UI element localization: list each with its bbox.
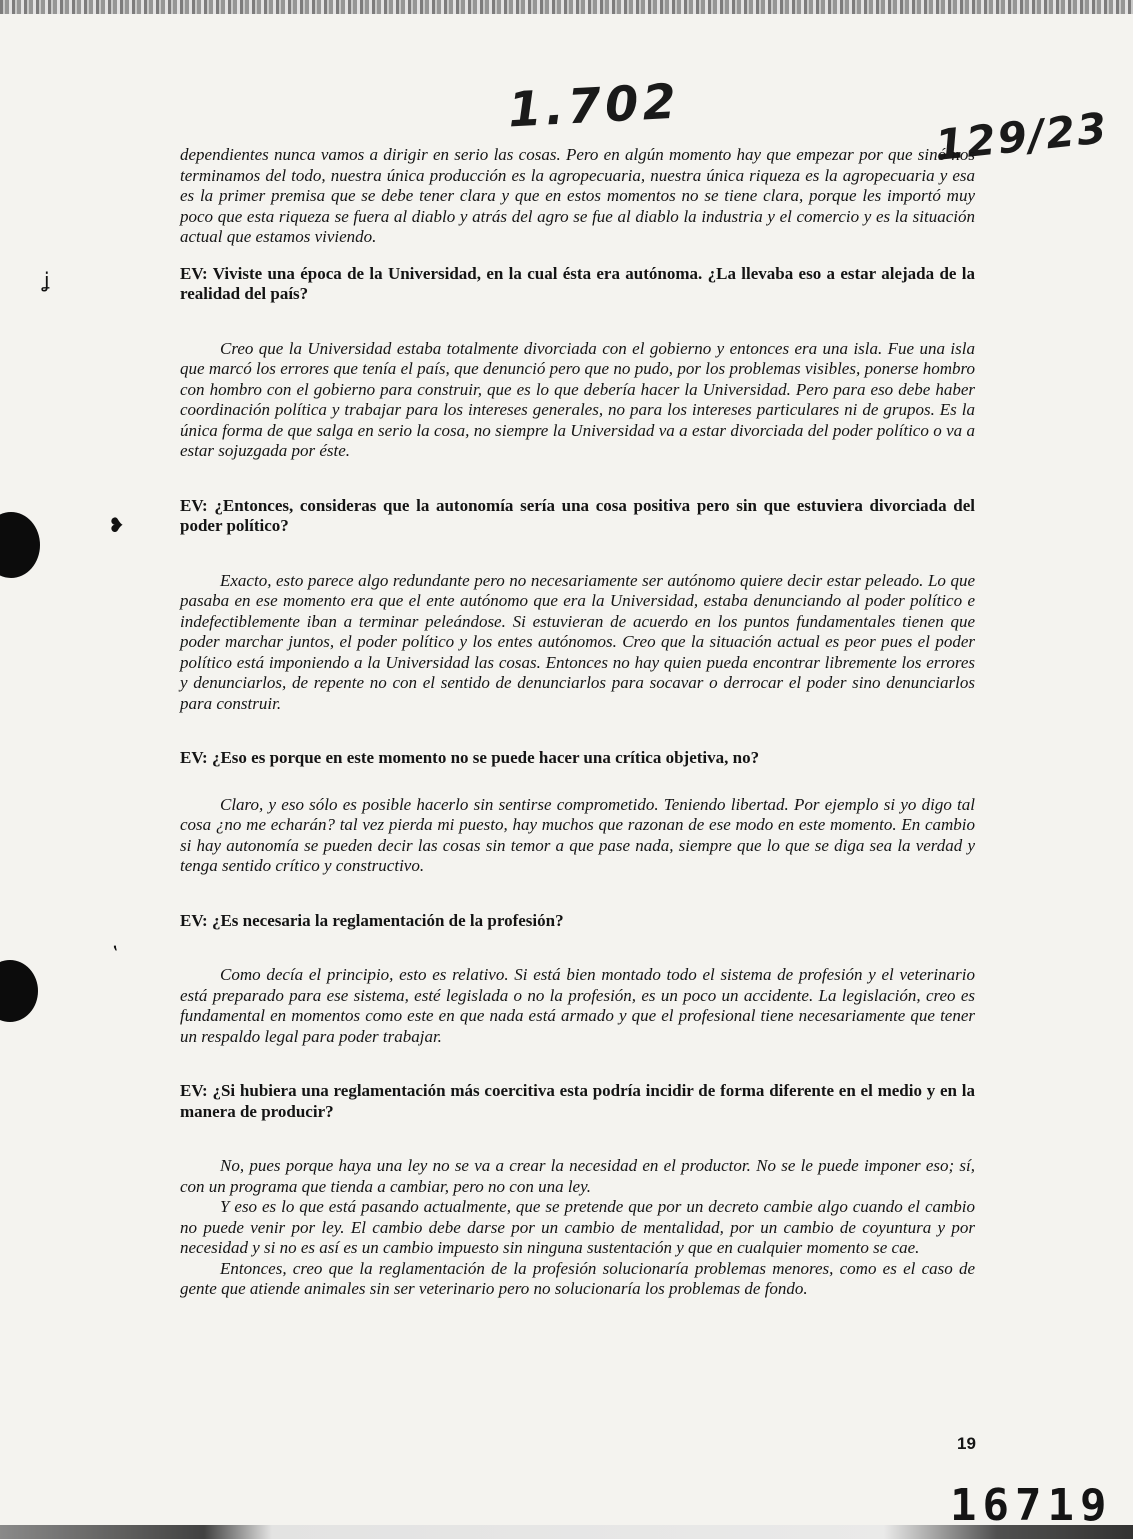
- handwritten-top-number: 1.702: [506, 73, 682, 139]
- document-stamp-number: 16719: [950, 1480, 1113, 1531]
- answer-paragraph-7: Y eso es lo que está pasando actualmente, que se pretende que por un decreto cambie algo cuando el cambio no puede venir por ley. El cambio debe darse por un cambio de mentalidad, por un cambio de coyuntura y por necesidad y si no es así es un cambio impuesto sin ninguna sustentación y que en cualquier momento se cae.: [180, 1197, 975, 1257]
- answer-paragraph-8: Entonces, creo que la reglamentación de la profesión solucionaría problemas menores, como es el caso de gente que atiende animales sin ser veterinario pero no solucionaría los problemas de fondo.: [180, 1258, 975, 1298]
- question-paragraph-3: EV: ¿Eso es porque en este momento no se puede hacer una crítica objetiva, no?: [180, 748, 760, 767]
- punch-hole-upper: [0, 512, 40, 578]
- handwritten-reference: 129/23: [932, 103, 1111, 170]
- scan-edge-top: [0, 0, 1133, 14]
- answer-paragraph-3: Exacto, esto parece algo redundante pero no necesariamente ser autónomo quiere decir estar peleado. Lo que pasaba en ese momento era que el ente autónomo que era la Universidad, estaba denunciando al poder político e indefectiblemente iban a terminar peleándose. Si estuvieran de acuerdo en los puntos fundamentales tienen que poder marchar juntos, el poder político y los entes autónomos. Creo que la situación actual es peor pues el poder político está imponiendo a la Universidad las cosas. Entonces no hay quien pueda encontrar libremente los errores y denunciarlos, de repente no con el sentido de denunciarlos para socavar o derrocar el poder sino denunciarlos para construir.: [180, 570, 975, 713]
- margin-mark-1: ʝ: [44, 268, 50, 292]
- answer-paragraph-6: No, pues porque haya una ley no se va a crear la necesidad en el productor. No se le puede imponer eso; sí, con un programa que tienda a cambiar, pero no con una ley.: [180, 1156, 975, 1196]
- answer-paragraph-1: dependientes nunca vamos a dirigir en serio las cosas. Pero en algún momento hay que empezar por que sinó nos terminamos del todo, nuestra única producción es la agropecuaria, nuestra única riqueza es la agropecuaria y esa es la primer premisa que se debe tener clara y que en estos momentos no se tiene clara, porque les importó muy poco que esta riqueza se fuera al diablo y atrás del agro se fue al diablo la industria y el comercio y es la situación actual que estamos viviendo.: [180, 145, 975, 246]
- punch-hole-lower: [0, 960, 38, 1022]
- answer-paragraph-2: Creo que la Universidad estaba totalmente divorciada con el gobierno y entonces era una isla. Fue una isla que marcó los errores que tenía el país, que denunció pero que no pudo, por los problemas visibles, ponerse hombro con hombro con el gobierno para construir, que es lo que debería hacer la Universidad. Pero para eso debe haber coordinación política y trabajar para los intereses generales, no para los intereses particulares ni de grupos. Es la única forma de que salga en serio la cosa, no siempre la Universidad va a estar divorciada del poder político o va a estar sojuzgada por éste.: [180, 338, 975, 460]
- question-paragraph-1: EV: Viviste una época de la Universidad, en la cual ésta era autónoma. ¿La llevaba eso a estar alejada de la realidad del país?: [180, 263, 975, 303]
- answer-paragraph-4: Claro, y eso sólo es posible hacerlo sin sentirse comprometido. Teniendo libertad. Por ejemplo si yo digo tal cosa ¿no me echarán? tal vez pierda mi puesto, hay muchos que razonan de ese modo en este momento. En cambio si hay autonomía se pueden decir las cosas sin temor a que pase nada, siempre que lo que se diga sea la verdad y tenga sentido crítico y constructivo.: [180, 794, 975, 875]
- margin-mark-3: ʽ: [112, 944, 119, 968]
- answer-paragraph-5: Como decía el principio, esto es relativo. Si está bien montado todo el sistema de profesión y el veterinario está preparado para ese sistema, esté legislada o no la profesión, es un poco un accidente. La legislación, creo es fundamental en momentos como este en que nada está armado y que el profesional tiene necesariamente que tener un respaldo legal para poder trabajar.: [180, 965, 975, 1046]
- page-number: 19: [957, 1434, 976, 1453]
- margin-mark-2: ❥: [108, 513, 125, 537]
- question-paragraph-4: EV: ¿Es necesaria la reglamentación de la profesión?: [180, 910, 564, 930]
- question-paragraph-5: EV: ¿Si hubiera una reglamentación más coercitiva esta podría incidir de forma diferente en el medio y en la manera de producir?: [180, 1081, 975, 1121]
- document-body: [180, 145, 975, 1300]
- question-paragraph-2: EV: ¿Entonces, consideras que la autonomía sería una cosa positiva pero sin que estuviera divorciada del poder político?: [180, 495, 975, 535]
